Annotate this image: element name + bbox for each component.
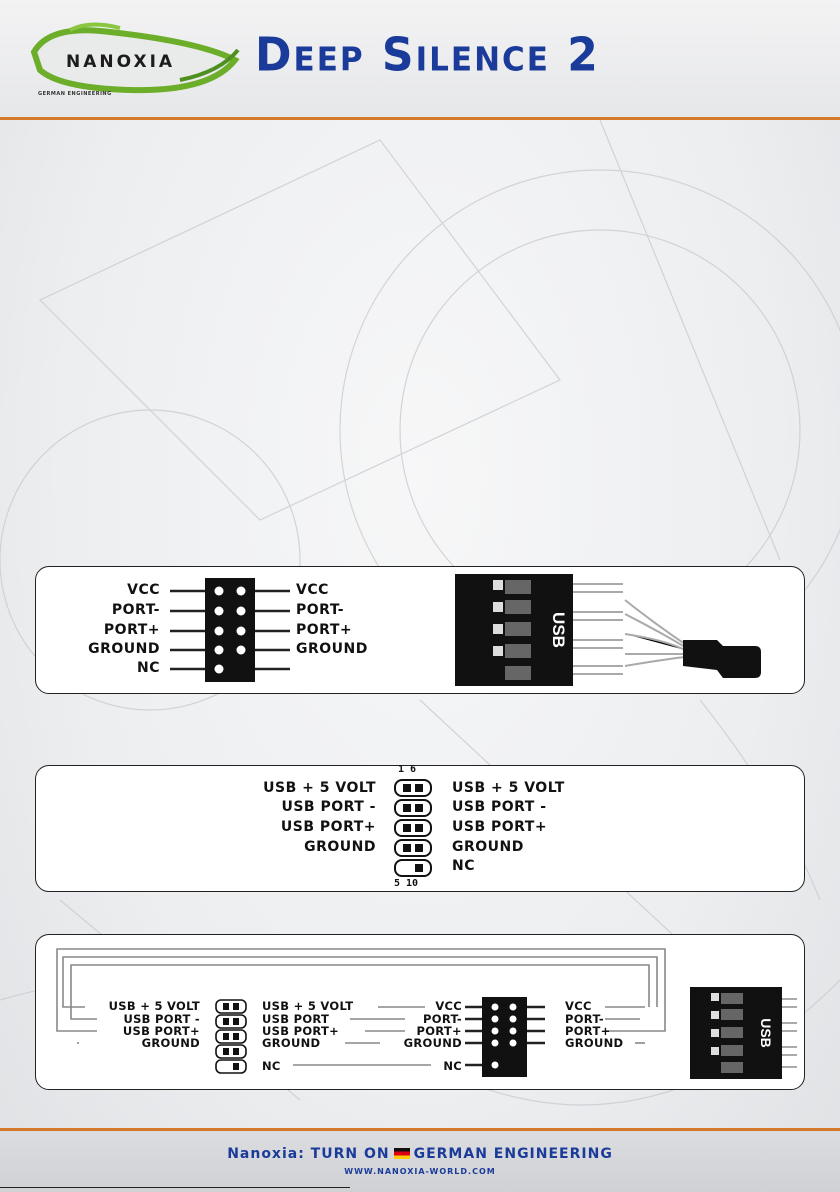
p2-left-label: USB + 5 VOLT bbox=[263, 780, 376, 796]
p3-mid-left-label: USB + 5 VOLT bbox=[262, 999, 354, 1013]
p3-mid-right-label: PORT- bbox=[423, 1012, 462, 1026]
p3-far-right-label: VCC bbox=[565, 999, 592, 1013]
slogan-part-b: GERMAN ENGINEERING bbox=[413, 1146, 613, 1162]
p2-right-label: USB PORT+ bbox=[452, 819, 548, 835]
p3-mid-right-label: NC bbox=[443, 1059, 462, 1073]
p1-right-label: PORT+ bbox=[296, 622, 353, 638]
p2-right-label: NC bbox=[452, 858, 475, 874]
p3-mid-right-label: GROUND bbox=[403, 1036, 462, 1050]
p3-mid-left-label: GROUND bbox=[262, 1036, 321, 1050]
p1-left-label: VCC bbox=[127, 582, 160, 598]
p1-usb-label: USB bbox=[549, 612, 568, 648]
p1-right-label: VCC bbox=[296, 582, 329, 598]
german-flag-icon bbox=[394, 1148, 410, 1159]
p3-mid-left-label: USB PORT bbox=[262, 1012, 330, 1026]
p2-left-label: GROUND bbox=[304, 839, 376, 855]
p2-right-label: USB + 5 VOLT bbox=[452, 780, 565, 796]
p1-left-label: PORT- bbox=[111, 602, 160, 618]
p3-far-right-label: PORT+ bbox=[565, 1024, 611, 1038]
p1-left-label: PORT+ bbox=[103, 622, 160, 638]
product-title: Deep Silence 2 bbox=[255, 28, 600, 83]
p1-right-label: PORT- bbox=[296, 602, 345, 618]
p2-left-label: USB PORT+ bbox=[280, 819, 376, 835]
p3-mid-left-label: USB PORT+ bbox=[262, 1024, 340, 1038]
p3-mid-right-label: VCC bbox=[435, 999, 462, 1013]
p3-usb-label: USB bbox=[758, 1018, 774, 1048]
p1-pin-header-diagram bbox=[165, 570, 295, 690]
p2-right-label: USB PORT - bbox=[452, 799, 547, 815]
p3-outer-left-label: USB PORT - bbox=[123, 1012, 200, 1026]
p3-outer-left-label: USB PORT+ bbox=[122, 1024, 200, 1038]
header-accent-line bbox=[0, 117, 840, 120]
bottom-rule bbox=[0, 1187, 350, 1188]
p1-right-label: GROUND bbox=[296, 641, 368, 657]
slogan-part-a: Nanoxia: TURN ON bbox=[227, 1146, 390, 1162]
pin-number-bottom: 5 10 bbox=[394, 878, 419, 889]
p1-usb-connector-diagram bbox=[455, 574, 785, 686]
footer-website: WWW.NANOXIA-WORLD.COM bbox=[344, 1167, 496, 1176]
p2-left-label: USB PORT - bbox=[281, 799, 376, 815]
brand-tagline: GERMAN ENGINEERING bbox=[38, 91, 112, 97]
brand-name: NANOXIA bbox=[66, 52, 176, 72]
pin-number-top: 1 6 bbox=[398, 764, 417, 775]
p3-outer-left-label: GROUND bbox=[141, 1036, 200, 1050]
p2-pin-block-diagram bbox=[392, 777, 434, 879]
p3-mid-left-label: NC bbox=[262, 1059, 281, 1073]
p1-left-label: NC bbox=[137, 660, 160, 676]
p3-far-right-label: PORT- bbox=[565, 1012, 604, 1026]
p3-far-right-label: GROUND bbox=[565, 1036, 624, 1050]
p3-mid-right-label: PORT+ bbox=[416, 1024, 462, 1038]
p2-right-label: GROUND bbox=[452, 839, 524, 855]
p1-left-label: GROUND bbox=[88, 641, 160, 657]
p3-outer-left-label: USB + 5 VOLT bbox=[108, 999, 200, 1013]
footer-accent-line bbox=[0, 1128, 840, 1131]
footer-slogan bbox=[0, 1146, 840, 1162]
